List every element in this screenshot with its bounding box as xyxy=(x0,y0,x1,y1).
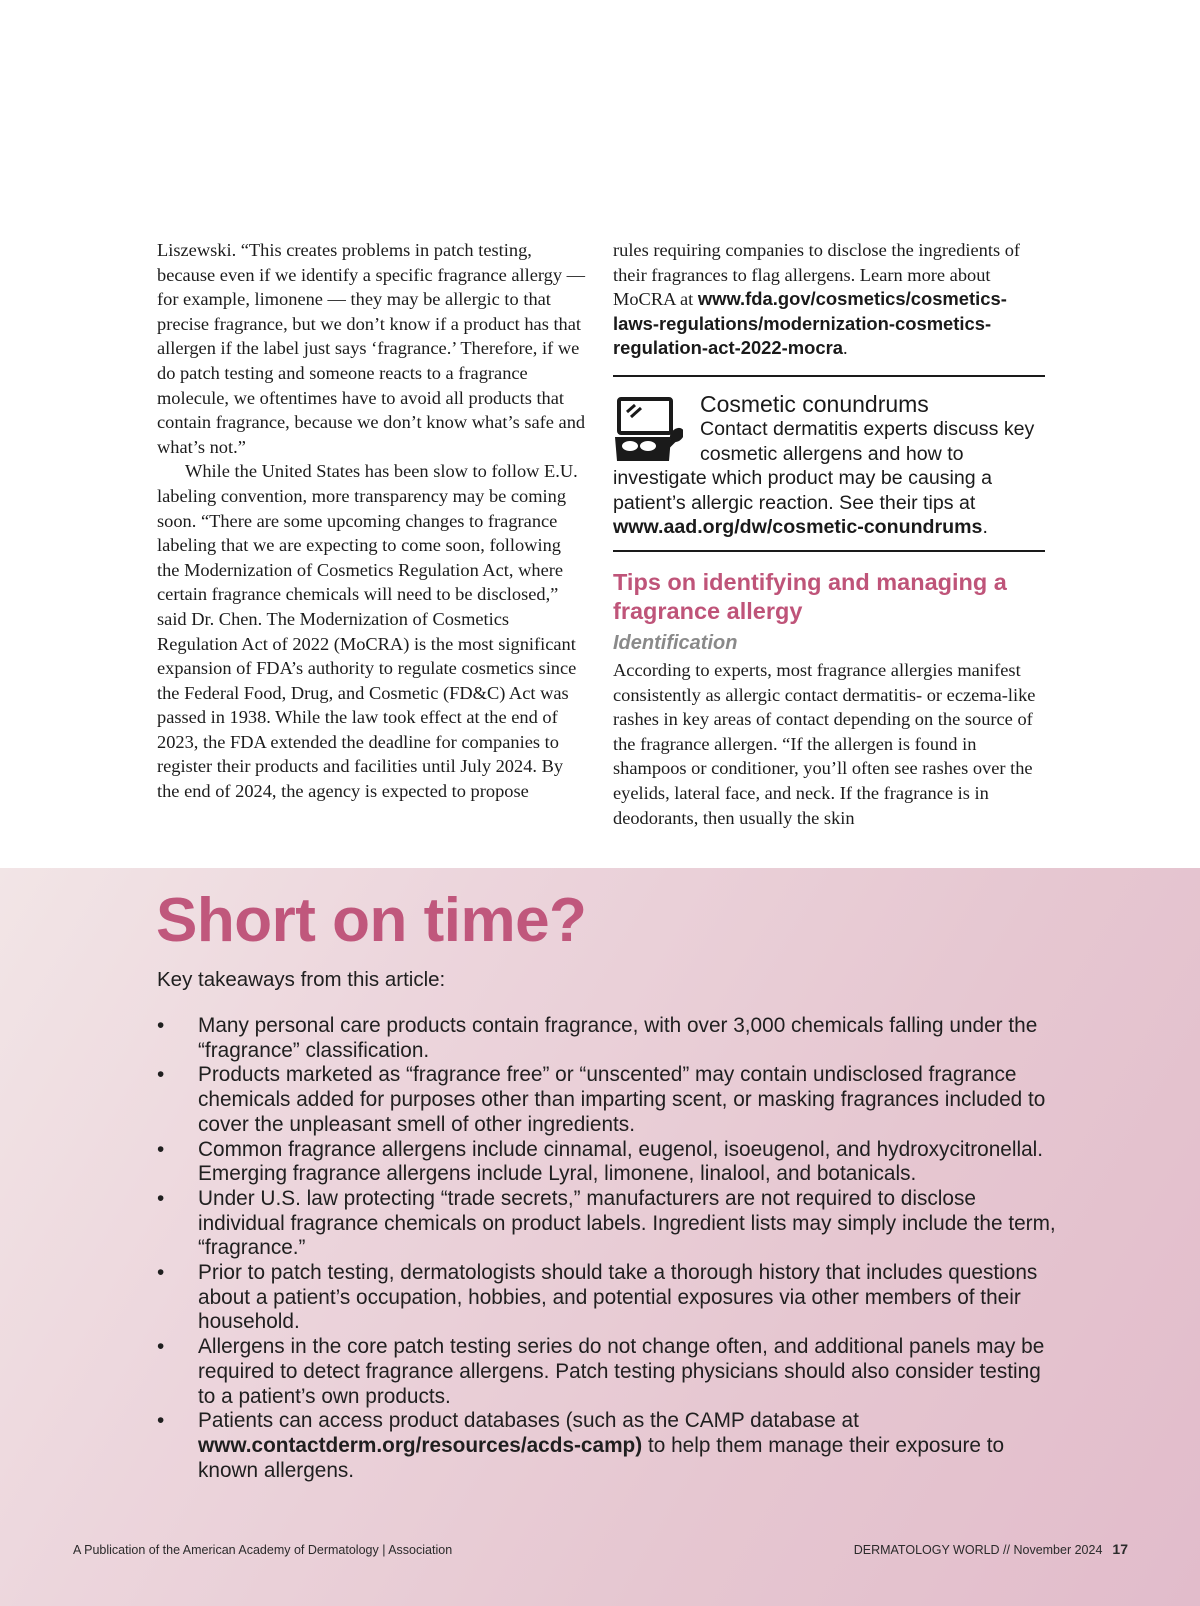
article-paragraph: While the United States has been slow to follow E.U. labeling convention, more transparency may be coming soon. “There are some upcoming changes to fragrance labeling that we are expecting to come soon, following the Modernization of Cosmetics Regulation Act, where certain fragrance chemicals will need to be disclosed,” said Dr. Chen. The Modernization of Cosmetics Regulation Act of 2022 (MoCRA) is the most significant expansion of FDA’s authority to regulate cosmetics since the Federal Food, Drug, and Cosmetic (FD&C) Act was passed in 1938. While the law took effect at the end of 2023, the FDA extended the deadline for companies to register their products and facilities until July 2024. By the end of 2024, the agency is expected to propose xyxy=(157,461,578,802)
list-item-text: Allergens in the core patch testing series do not change often, and additional panels may be required to detect fragrance allergens. Patch testing physicians should also consider testing to a patient’s own products. xyxy=(198,1335,1045,1408)
takeaways-list xyxy=(157,1014,1057,1483)
article-left-column xyxy=(157,238,587,804)
footer-issue xyxy=(854,1541,1128,1557)
article-paragraph: According to experts, most fragrance allergies manifest consistently as allergic contact dermatitis- or eczema-like rashes in key areas of contact depending on the source of the fragrance allergen. “If the allergen is found in shampoos or conditioner, you’ll often see rashes over the eyelids, lateral face, and neck. If the fragrance is in deodorants, then usually the skin xyxy=(613,659,1036,828)
article-paragraph xyxy=(613,238,1045,361)
list-item xyxy=(157,1187,1057,1261)
bullet: • xyxy=(157,1014,165,1037)
list-item xyxy=(157,1063,1057,1137)
list-item-text: Common fragrance allergens include cinnamal, eugenol, isoeugenol, and hydroxycitronellal. Emerging fragrance allergens include Lyral, limonene, linalool, and botanicals. xyxy=(198,1137,1044,1186)
list-item-text: Prior to patch testing, dermatologists should take a thorough history that includes questions about a patient’s occupation, hobbies, and potential exposures via other members of their household. xyxy=(198,1261,1038,1334)
mocra-link[interactable]: www.fda.gov/cosmetics/cosmetics-laws-regulations/modernization-cosmetics-regulation-act-2022-mocra xyxy=(613,288,1007,359)
list-item-text: Products marketed as “fragrance free” or “unscented” may contain undisclosed fragrance chemicals added for purposes other than imparting scent, or masking fragrances included to cover the unpleasant smell of other ingredients. xyxy=(198,1063,1046,1136)
camp-database-link[interactable]: www.contactderm.org/resources/acds-camp) xyxy=(198,1433,643,1457)
paragraph-text: rules requiring companies to disclose the ingredients of their fragrances to flag allergens. Learn more about MoCRA at xyxy=(613,240,1021,310)
identification-subheading: Identification xyxy=(613,631,738,654)
list-item-text: Many personal care products contain fragrance, with over 3,000 chemicals falling under the “fragrance” classification. xyxy=(198,1014,1038,1062)
bullet: • xyxy=(157,1261,165,1285)
bullet: • xyxy=(157,1137,165,1161)
list-item xyxy=(157,1409,1057,1483)
divider xyxy=(613,550,1045,552)
footer-publication: A Publication of the American Academy of Dermatology | Association xyxy=(73,1543,453,1557)
list-item xyxy=(157,1138,1057,1187)
sidebar-link-end: . xyxy=(982,516,988,539)
paragraph-end: . xyxy=(842,338,848,359)
footer-magazine: DERMATOLOGY WORLD // November 2024 xyxy=(853,1543,1103,1557)
sidebar-body-rest: investigate which product may be causing a patient’s allergic reaction. See their tips at xyxy=(613,467,993,514)
bullet: • xyxy=(157,1409,165,1433)
article-paragraph: Liszewski. “This creates problems in patch testing, because even if we identify a specific fragrance allergy — for example, limonene — they may be allergic to that precise fragrance, but we don’t know if a product has that allergen if the label just says ‘fragrance.’ Therefore, if we do patch testing and someone reacts to a fragrance molecule, we oftentimes have to avoid all products that contain fragrance, because we don’t know what’s safe and what’s not.” xyxy=(157,240,586,457)
tips-heading: Tips on identifying and managing a fragrance allergy xyxy=(613,568,1007,624)
bullet: • xyxy=(157,1186,165,1210)
takeaways-intro: Key takeaways from this article: xyxy=(157,968,446,991)
makeup-palette-icon xyxy=(613,395,683,465)
bullet: • xyxy=(157,1335,165,1359)
cosmetic-conundrums-sidebar xyxy=(613,377,1045,550)
list-item-text: Patients can access product databases (such as the CAMP database at xyxy=(198,1409,859,1433)
list-item-text: Under U.S. law protecting “trade secrets,” manufacturers are not required to disclose individual fragrance chemicals on product labels. Ingredient lists may simply include the term, “fragrance.” xyxy=(198,1186,1056,1260)
page-number: 17 xyxy=(1112,1541,1128,1557)
cosmetic-conundrums-link[interactable]: www.aad.org/dw/cosmetic-conundrums xyxy=(613,516,983,539)
takeaways-heading: Short on time? xyxy=(156,886,587,955)
list-item xyxy=(157,1014,1057,1063)
sidebar-title: Cosmetic conundrums xyxy=(700,390,929,417)
list-item xyxy=(157,1261,1057,1335)
sidebar-body-lead: Contact dermatitis experts discuss key cosmetic allergens and how to xyxy=(700,417,1035,465)
list-item-text: to help them manage their exposure to known allergens. xyxy=(198,1433,1005,1482)
list-item xyxy=(157,1335,1057,1409)
article-right-column xyxy=(613,238,1045,830)
bullet: • xyxy=(157,1063,165,1087)
